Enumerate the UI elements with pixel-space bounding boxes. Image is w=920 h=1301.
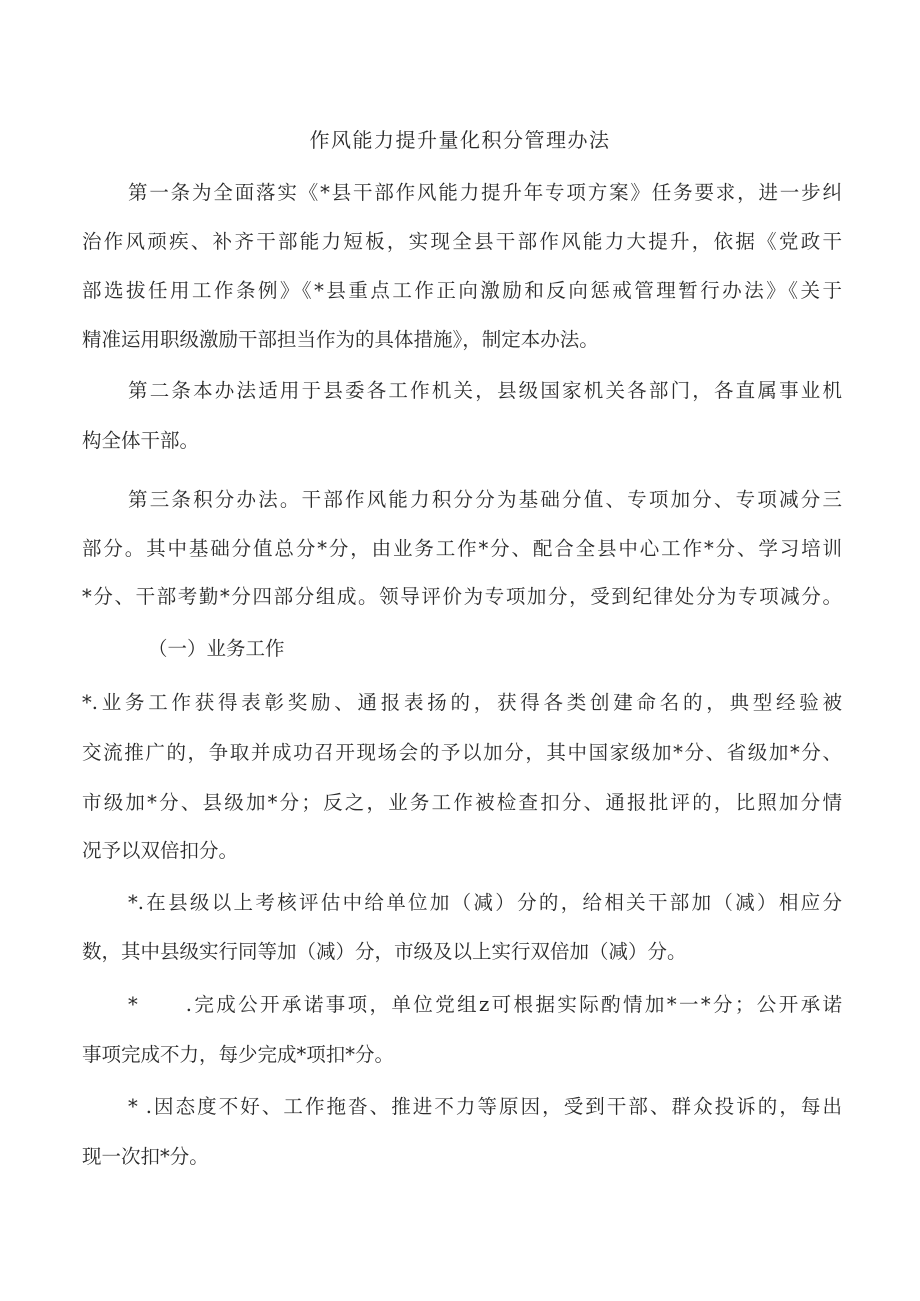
item1-line-3: 市级加*分、县级加*分；反之，业务工作被检查扣分、通报批评的，比照加分情: [82, 791, 842, 814]
article2-line-1: 第二条本办法适用于县委各工作机关，县级国家机关各部门，各直属事业机: [128, 379, 842, 402]
item2-line-2: 数，其中县级实行同等加（减）分，市级及以上实行双倍加（减）分。: [82, 940, 687, 963]
article1-line-2: 治作风顽疾、补齐干部能力短板，实现全县干部作风能力大提升，依据《党政干: [82, 230, 842, 253]
item3-line-1: [128, 988, 842, 1022]
item3-line-2: 事项完成不力，每少完成*项扣*分。: [82, 1043, 395, 1066]
section1-heading: （一）业务工作: [148, 637, 285, 660]
item1-line-4: 况予以双倍扣分。: [82, 839, 239, 862]
document-title: 作风能力提升量化积分管理办法: [309, 128, 611, 152]
article1-line-4: 精准运用职级激励干部担当作为的具体措施》，制定本办法。: [82, 328, 599, 351]
item4-text: .因态度不好、工作拖沓、推进不力等原因，受到干部、群众投诉的，每出: [145, 1095, 842, 1118]
article3-line-1: 第三条积分办法。干部作风能力积分分为基础分值、专项加分、专项减分三: [128, 488, 842, 511]
article2-line-2: 构全体干部。: [82, 429, 200, 452]
item1-line-1: *.业务工作获得表彰奖励、通报表扬的，获得各类创建命名的，典型经验被: [82, 691, 842, 714]
item1-line-2: 交流推广的，争取并成功召开现场会的予以加分，其中国家级加*分、省级加*分、: [82, 741, 842, 764]
item2-line-1: *.在县级以上考核评估中给单位加（减）分的，给相关干部加（减）相应分: [128, 891, 842, 914]
article1-line-3: 部选拔任用工作条例》《*县重点工作正向激励和反向惩戒管理暂行办法》《关于: [82, 279, 842, 302]
article1-line-1: 第一条为全面落实《*县干部作风能力提升年专项方案》任务要求，进一步纠: [128, 181, 842, 204]
article3-line-3: *分、干部考勤*分四部分组成。领导评价为专项加分，受到纪律处分为专项减分。: [82, 585, 842, 608]
item4-line-1: [128, 1090, 842, 1124]
article3-line-2: 部分。其中基础分值总分*分，由业务工作*分、配合全县中心工作*分、学习培训: [82, 537, 842, 560]
item4-marker: *: [128, 1095, 138, 1118]
item3-marker: *: [128, 993, 138, 1016]
item4-line-2: 现一次扣*分。: [82, 1145, 209, 1168]
item3-text: .完成公开承诺事项，单位党组z可根据实际酌情加*一*分；公开承诺: [185, 993, 842, 1016]
